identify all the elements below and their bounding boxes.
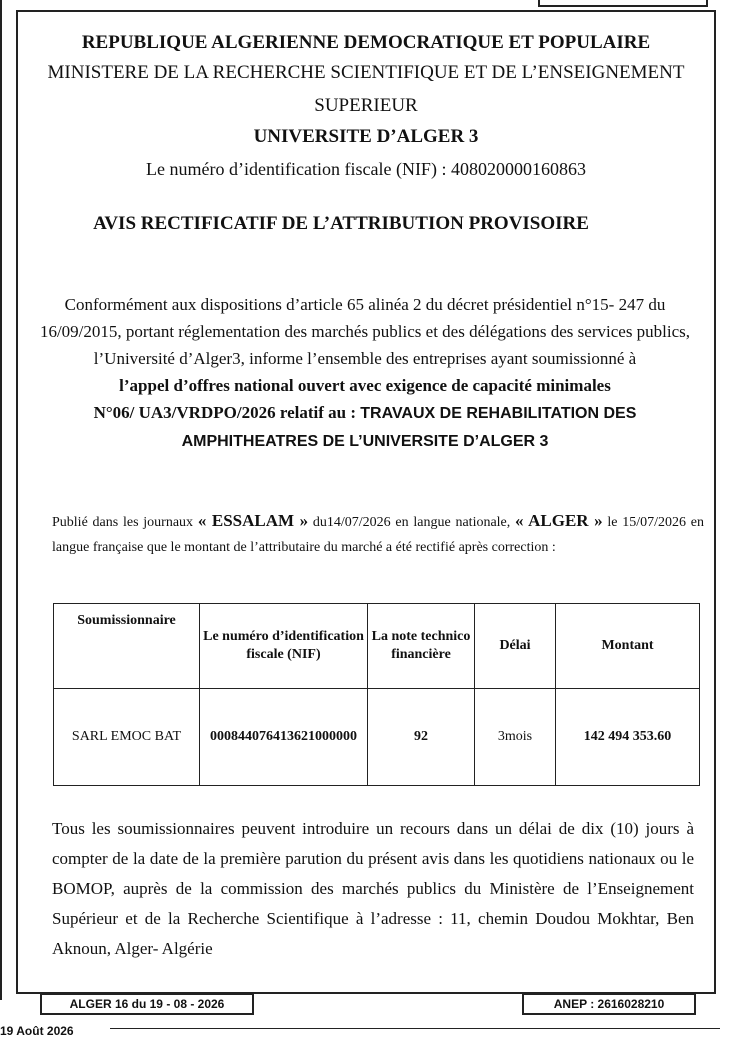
cell-montant: 142 494 353.60 <box>556 689 700 786</box>
tender-subject: TRAVAUX DE REHABILITATION DES AMPHITHEATRES DE L’UNIVERSITE D’ALGER 3 <box>181 405 637 450</box>
ministry-heading-cont: SUPERIEUR <box>314 95 418 116</box>
ministry-heading: MINISTERE DE LA RECHERCHE SCIENTIFIQUE ET DE L’ENSEIGNEMENT <box>47 62 685 83</box>
journal-alger: « ALGER » <box>515 511 603 530</box>
intro-text: Conformément aux dispositions d’article 65 alinéa 2 du décret présidentiel n°15- 247 du 16/09/2015, portant réglementation des marchés publics et des délégations des services publics, l’Université d’Alger3, informe l’ensemble des entreprises ayant soumissionné à <box>39 295 691 368</box>
tender-type: l’appel d’offres national ouvert avec exigence de capacité minimales <box>119 376 611 395</box>
republic-heading: REPUBLIQUE ALGERIENNE DEMOCRATIQUE ET POPULAIRE <box>81 32 651 53</box>
bottom-rule <box>110 1028 720 1029</box>
cell-nif: 000844076413621000000 <box>200 689 368 786</box>
left-border-line <box>0 0 2 1000</box>
col-header-soumissionnaire: Soumissionnaire <box>54 604 200 689</box>
col-header-montant: Montant <box>556 604 700 689</box>
intro-paragraph <box>30 291 700 455</box>
notice-title: AVIS RECTIFICATIF DE L’ATTRIBUTION PROVISOIRE <box>93 213 589 234</box>
nif-line: Le numéro d’identification fiscale (NIF) : 408020000160863 <box>146 159 586 179</box>
tender-relatif: relatif au : <box>275 403 361 422</box>
pub-text-2: du14/07/2026 en langue nationale, <box>308 515 516 530</box>
pub-text-3: le 15/07/2026 en langue française que le montant de l’attributaire du marché a été rectifié après correction : <box>52 515 705 555</box>
cell-soumissionnaire: SARL EMOC BAT <box>54 689 200 786</box>
publication-date: 19 Août 2026 <box>0 1024 74 1038</box>
top-box-fragment <box>538 0 708 7</box>
tender-reference: N°06/ UA3/VRDPO/2026 <box>93 403 276 422</box>
university-name: UNIVERSITE D’ALGER 3 <box>253 126 479 147</box>
recours-paragraph: Tous les soumissionnaires peuvent introduire un recours dans un délai de dix (10) jours à compter de la date de la première parution du présent avis dans les quotidiens nationaux ou le BOMOP, auprès de la commission des marchés publics du Ministère de l’Enseignement Supérieur et de la Recherche Scientifique à l’adresse : 11, chemin Doudou Mokhtar, Ben Aknoun, Alger- Algérie <box>52 819 694 958</box>
cell-delai: 3mois <box>475 689 556 786</box>
table-row <box>54 689 700 786</box>
publication-paragraph <box>52 508 704 560</box>
cell-note: 92 <box>368 689 475 786</box>
table-header-row <box>54 604 700 689</box>
footer-alger-label: ALGER 16 du 19 - 08 - 2026 <box>40 993 254 1015</box>
footer-anep-label: ANEP : 2616028210 <box>522 993 696 1015</box>
col-header-delai: Délai <box>475 604 556 689</box>
col-header-nif: Le numéro d’identification fiscale (NIF) <box>200 604 368 689</box>
pub-text-1: Publié dans les journaux <box>52 515 198 530</box>
col-header-note: La note technico financière <box>368 604 475 689</box>
award-table <box>53 603 700 786</box>
journal-essalam: « ESSALAM » <box>197 511 309 530</box>
